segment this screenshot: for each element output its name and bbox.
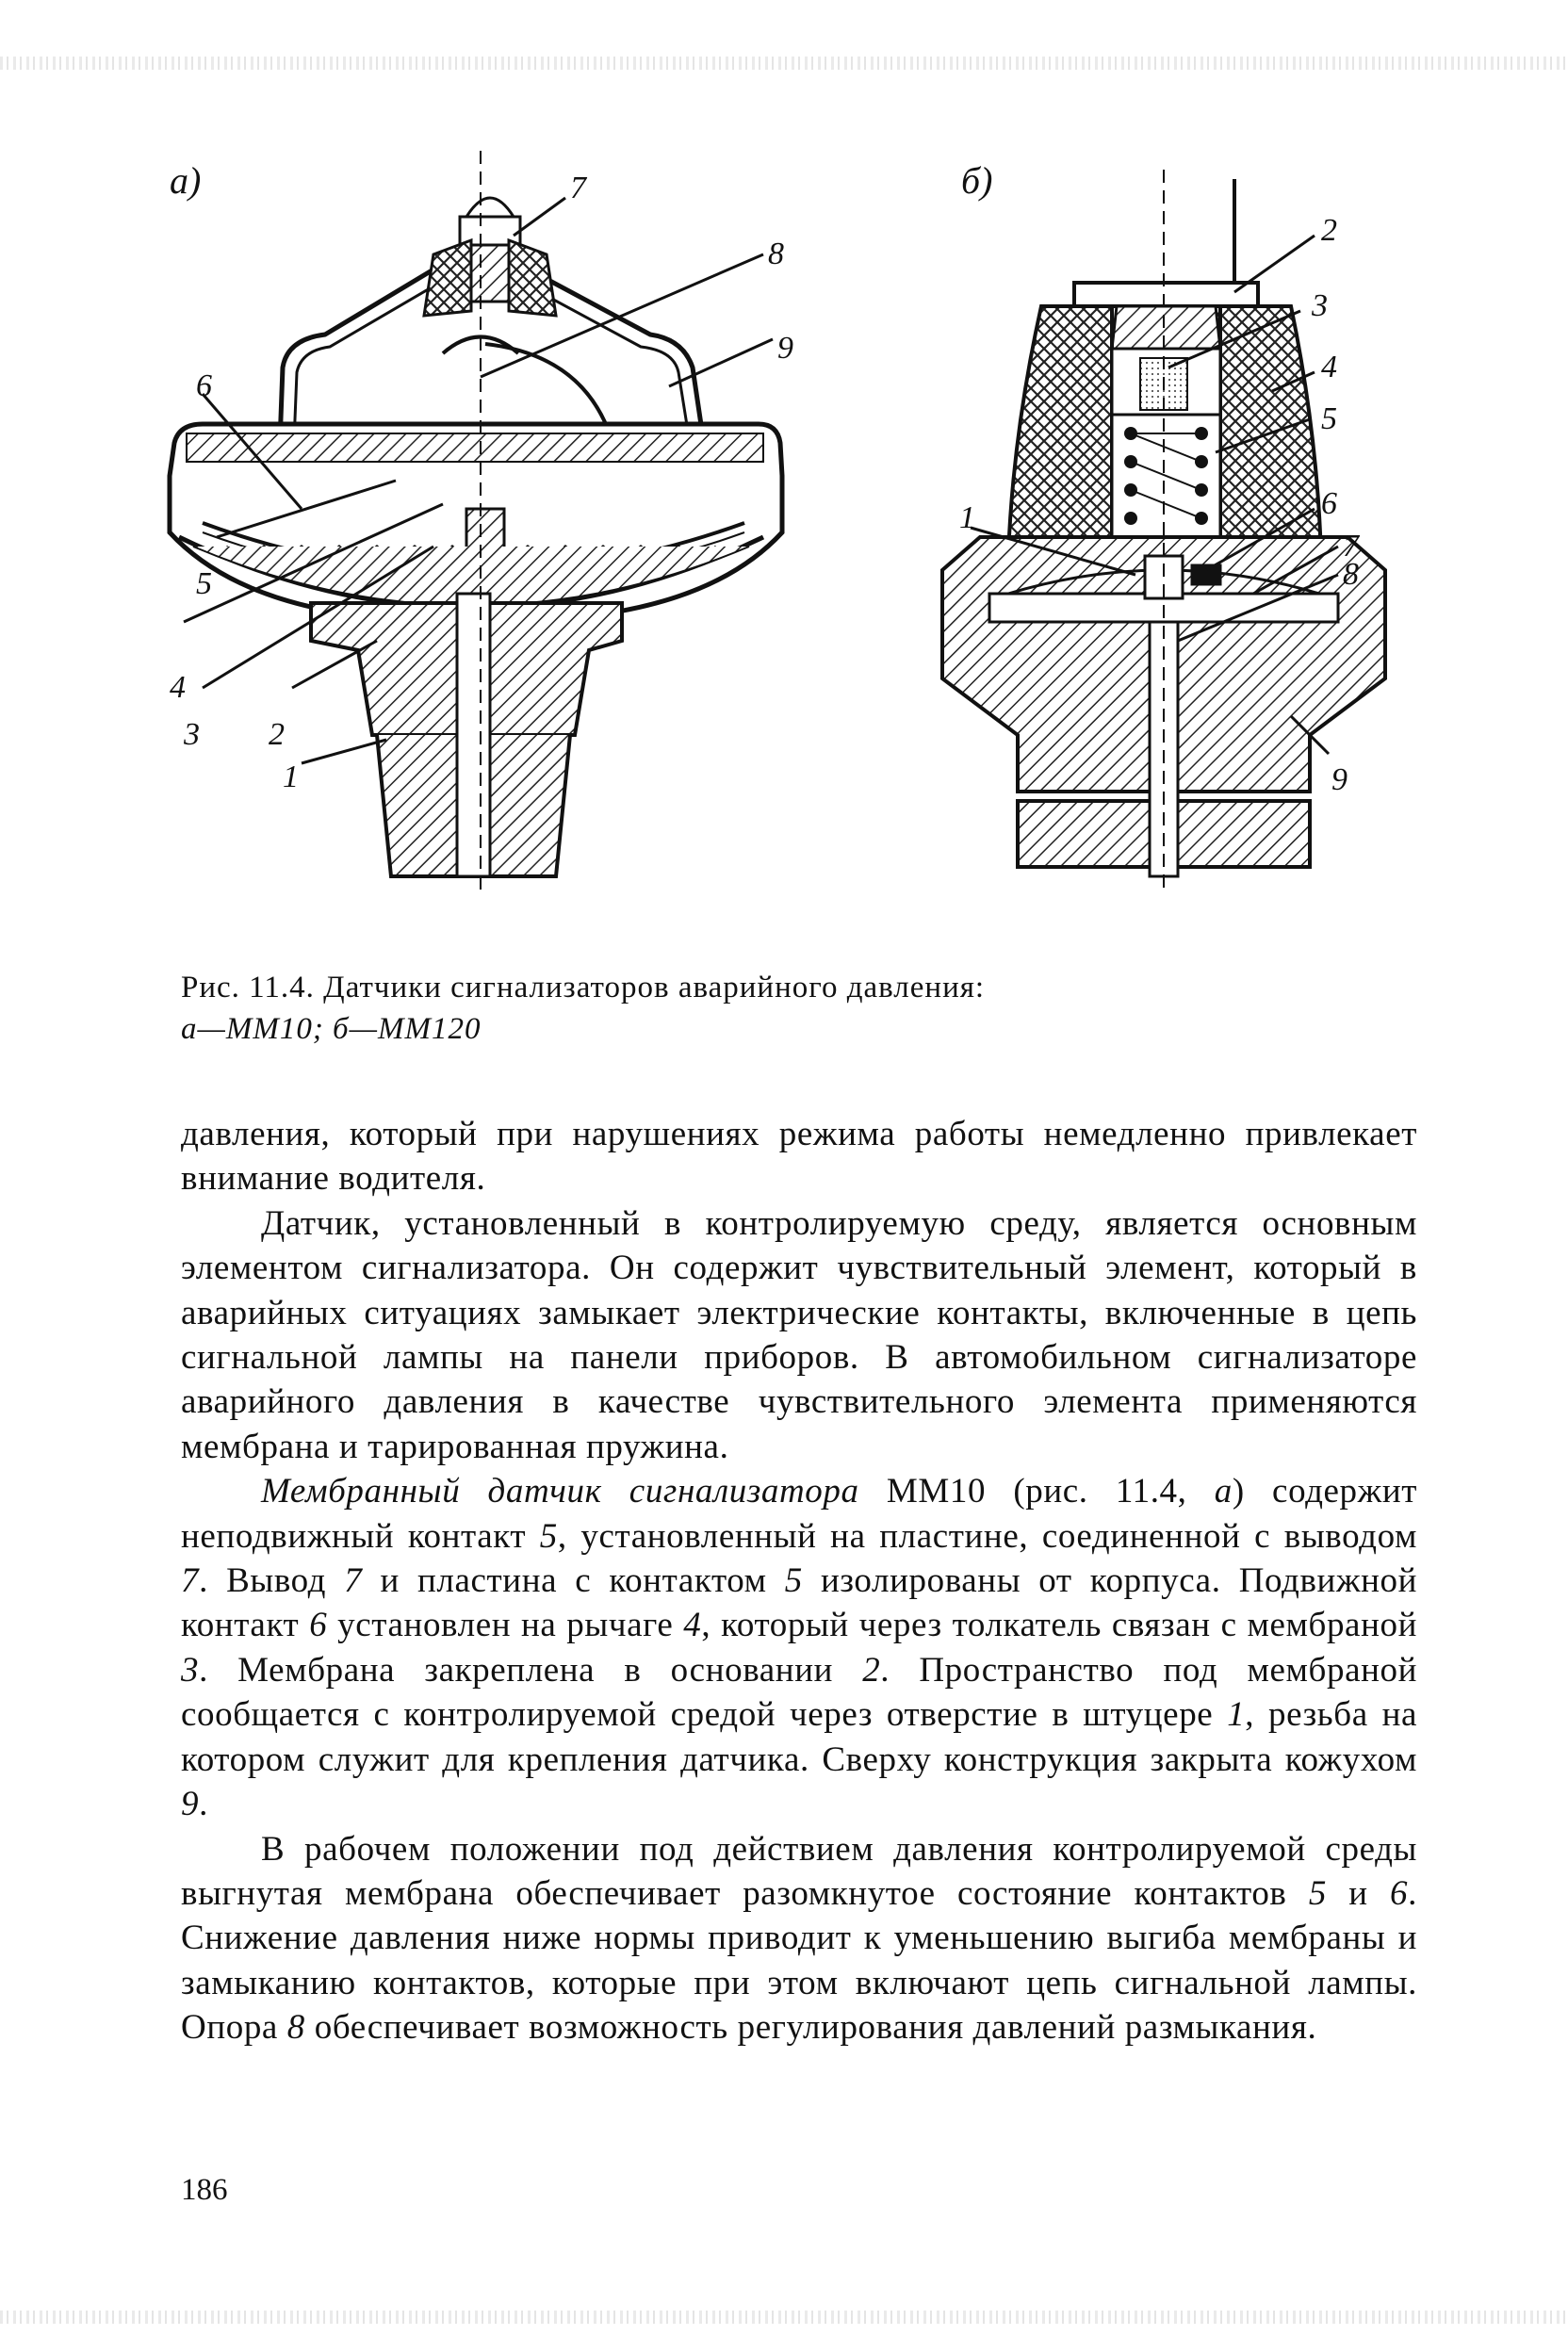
label-b-1: 1 [959,500,975,535]
text-run: . Мембрана закреплена в основании [199,1650,863,1690]
label-b-2: 2 [1321,213,1337,248]
label-b-6: 6 [1321,486,1337,521]
ref-number: 9 [181,1785,200,1824]
text-run: . Пространство под мембраной сообщается с контролируемой средой через отверстие в штуцере [181,1650,1417,1735]
ref-number: 6 [309,1606,328,1645]
ref-number: 4 [683,1606,702,1645]
paragraph-3 [181,1469,1417,1826]
text-run: , который через толкатель связан с мембраной [701,1606,1417,1645]
label-a-1: 1 [283,760,299,794]
text-run: и [1326,1873,1391,1913]
text-run: и пластина с контактом [362,1561,785,1601]
label-b-4: 4 [1321,350,1337,384]
text-run: изолированы от корпуса. Подвижной контакт [181,1561,1418,1645]
caption-title: Рис. 11.4. Датчики сигнализаторов аварийного давления: [181,971,986,1004]
ref-number: 7 [181,1561,200,1601]
label-a-3: 3 [184,717,200,752]
text-run: установлен на рычаге [327,1606,684,1645]
ref-number: 3 [181,1650,200,1690]
ref-letter: а [1214,1472,1233,1511]
ref-number: 8 [286,2008,305,2048]
ref-number: 2 [862,1650,881,1690]
paragraph-2: Датчик, установленный в контролируемую среду, является основным элементом сигнализатора. Он содержит чувствительный элемент, который в аварийных ситуациях замыкает электрические контакты, включенные в цепь сигнальной лампы на панели приборов. В автомобильном сигнализаторе аварийного давления в качестве чувствительного элемента применяются мембрана и тарированная пружина. [181,1203,1417,1466]
text-run: В рабочем положении под действием давления контролируемой среды выгнутая мембрана обеспечивает разомкнутое состояние контактов [181,1829,1417,1913]
text-run: . [199,1785,208,1824]
sensor-mm120-drawing [942,170,1385,895]
label-a-8: 8 [768,237,784,271]
figure-caption [181,967,1123,1050]
text-run: , резьба на котором служит для крепления датчика. Сверху конструкция закрыта кожухом [181,1695,1418,1779]
panel-a-label: а) [170,159,202,202]
label-b-5: 5 [1321,401,1337,436]
sensor-mm10-drawing [170,151,782,895]
body-text [181,1112,1417,2050]
ref-number: 7 [344,1561,363,1601]
ref-number: 5 [784,1561,803,1601]
label-b-7: 7 [1343,529,1359,564]
figure-11-4 [160,151,1413,942]
figure-drawing [160,151,1413,942]
page-number: 186 [181,2173,228,2207]
label-a-7: 7 [570,171,586,205]
text-run: ) содержит неподвижный контакт [181,1472,1417,1556]
panel-b-label: б) [961,159,993,202]
text-run: , установленный на пластине, соединенной с выводом [557,1516,1417,1556]
label-b-8: 8 [1343,557,1359,592]
text-run: обеспечивает возможность регулирования давлений размыкания. [304,2008,1317,2048]
caption-subtitle: а—ММ10; б—ММ120 [181,1012,482,1046]
scan-edge-bottom [0,2311,1568,2324]
paragraph-4 [181,1827,1417,2050]
ref-number: 1 [1227,1695,1246,1735]
scan-edge-top [0,57,1568,70]
label-a-2: 2 [269,717,285,752]
ref-number: 5 [1308,1873,1327,1913]
text-run: . Снижение давления ниже нормы приводит к уменьшению выгиба мембраны и замыканию контактов, которые при этом включают цепь сигнальной лампы. Опора [181,1873,1417,2048]
text-run: ММ10 (рис. 11.4, [858,1472,1215,1511]
label-b-3: 3 [1312,288,1328,323]
paragraph-1: давления, который при нарушениях режима работы немедленно привлекает внимание водителя. [181,1115,1417,1199]
term-membrane-sensor: Мембранный датчик сигнализатора [261,1472,859,1511]
label-a-9: 9 [777,331,793,366]
label-a-5: 5 [196,566,212,601]
label-a-6: 6 [196,368,212,403]
text-run: . Вывод [199,1561,345,1601]
ref-number: 6 [1390,1873,1409,1913]
label-a-4: 4 [170,670,186,705]
label-b-9: 9 [1331,762,1348,797]
ref-number: 5 [539,1516,558,1556]
